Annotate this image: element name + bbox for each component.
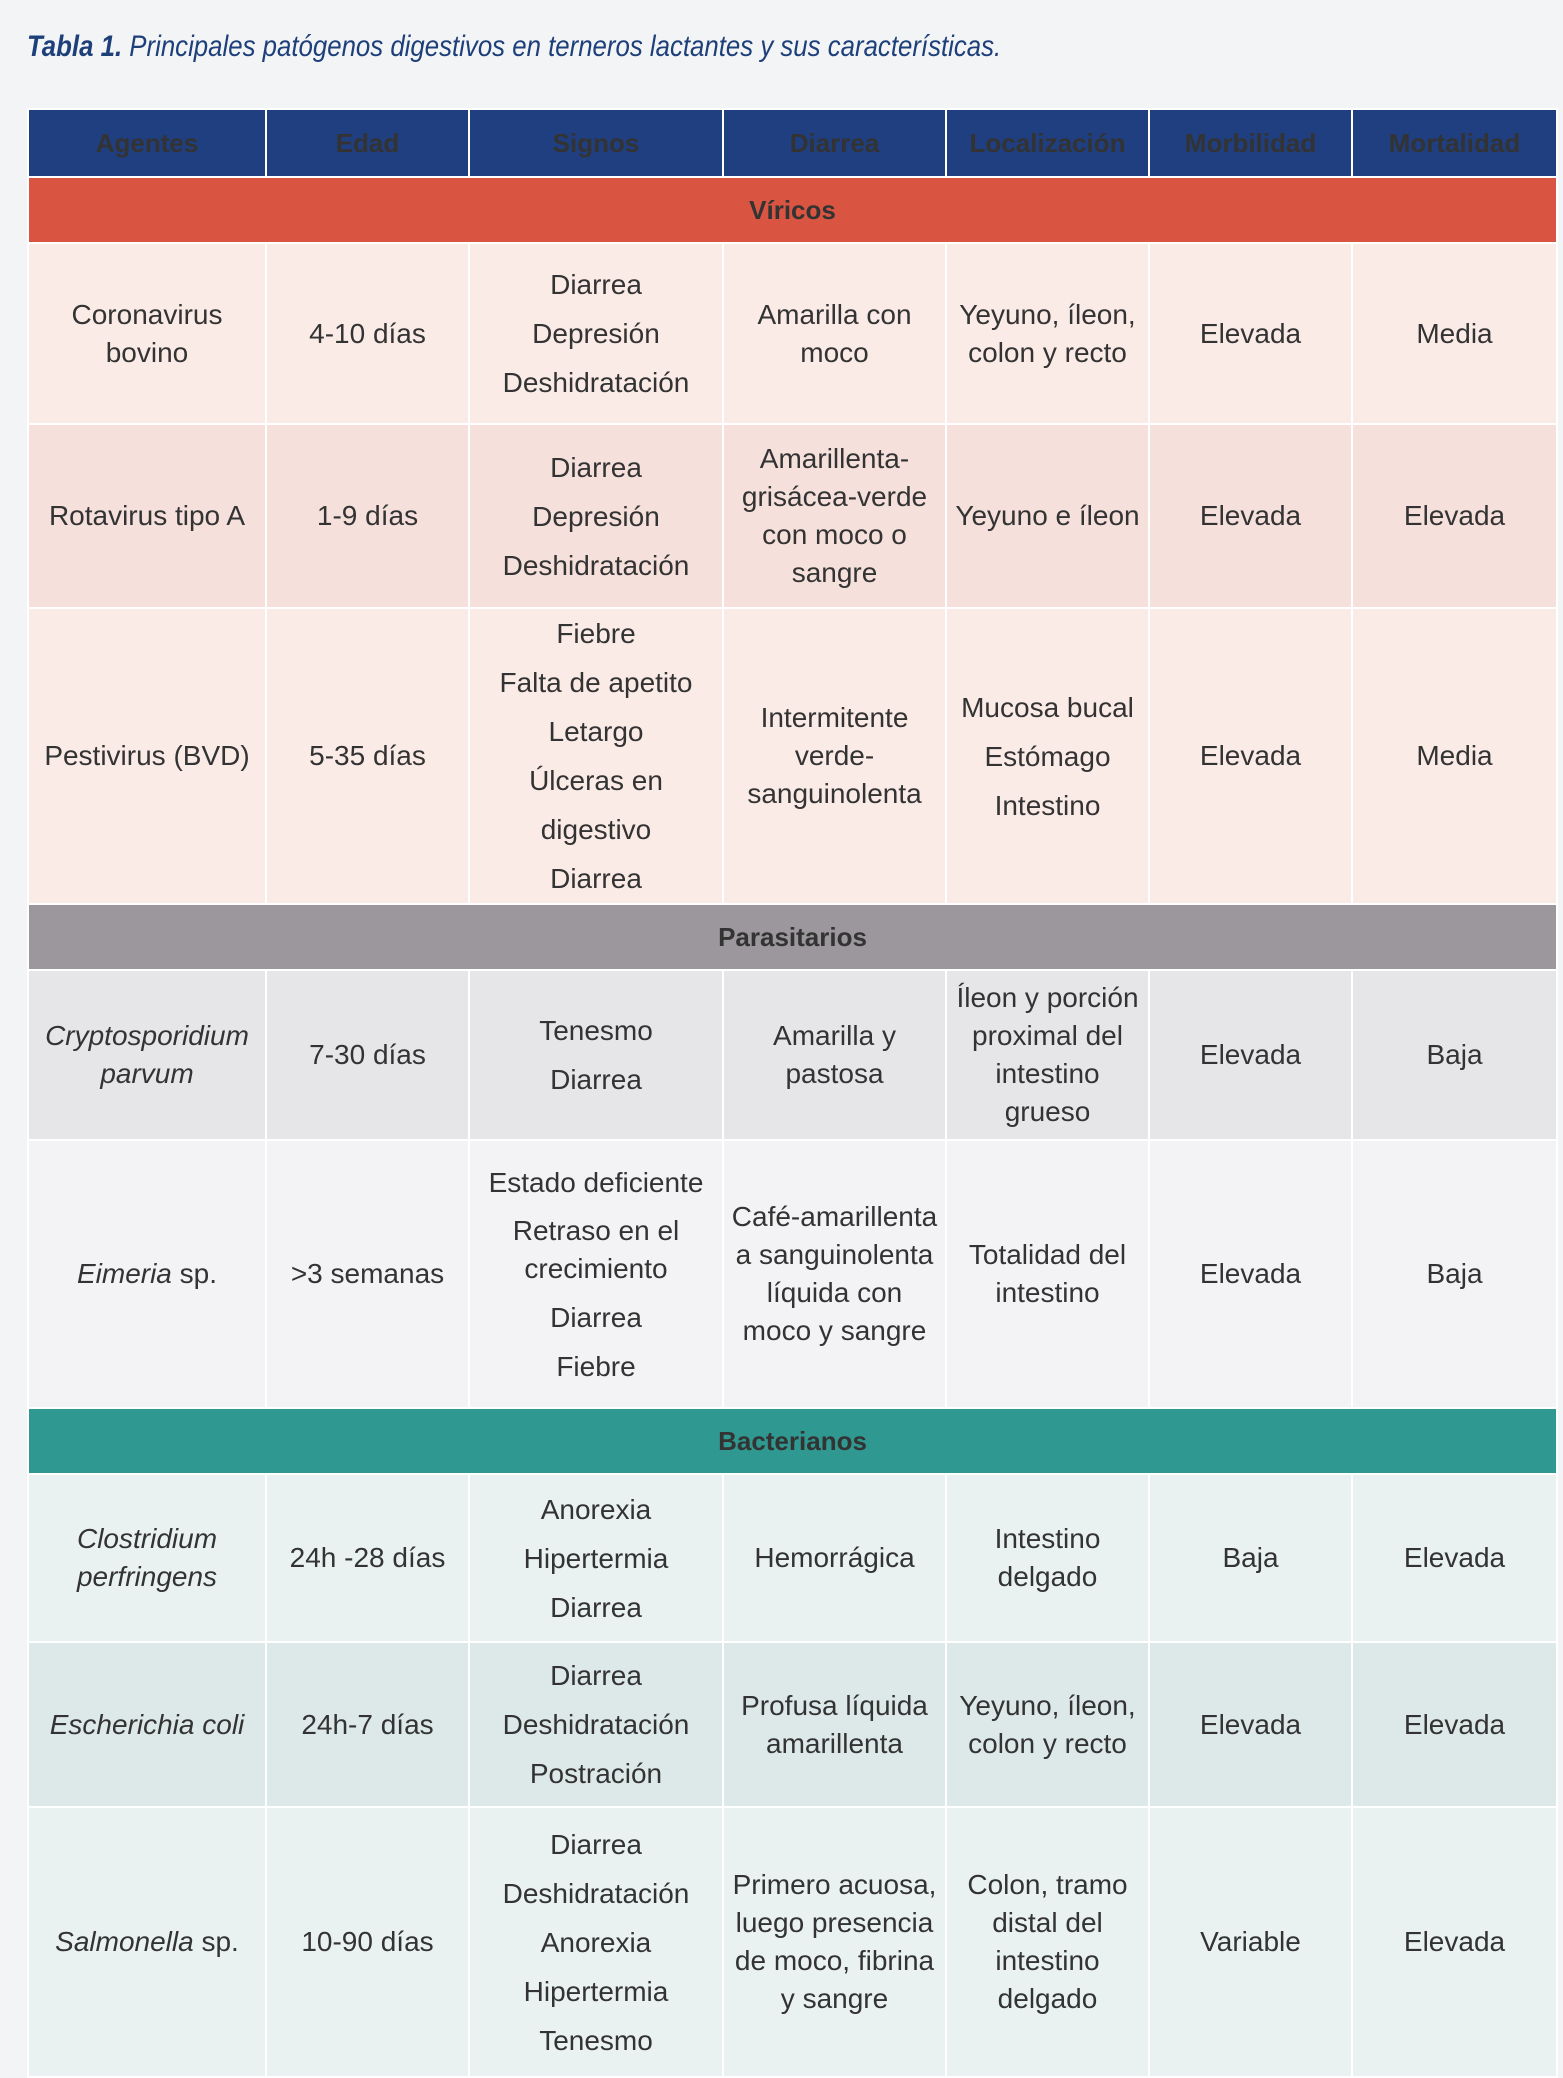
- cell-diarrea: Amarillenta-grisácea-verde con moco o sangre: [723, 424, 946, 608]
- caption-label: Tabla 1.: [27, 30, 123, 63]
- cell-localizacion: Totalidad del intestino: [946, 1140, 1149, 1408]
- cell-localizacion: Yeyuno, íleon, colon y recto: [946, 1642, 1149, 1807]
- sign-line: Postración: [529, 1758, 663, 1789]
- header-agentes: Agentes: [28, 109, 266, 177]
- cell-agent: [28, 608, 266, 904]
- table-row: [28, 1140, 1557, 1408]
- cell-localizacion: Intestino delgado: [946, 1474, 1149, 1642]
- sign-line: Hipertermia: [523, 1542, 669, 1574]
- header-mortalidad: Mortalidad: [1352, 109, 1557, 177]
- cell-signos: [469, 243, 723, 424]
- header-diarrea: Diarrea: [723, 109, 946, 177]
- header-edad: Edad: [266, 109, 469, 177]
- sign-line: Tenesmo: [539, 1015, 653, 1046]
- sign-line: Anorexia: [540, 1926, 652, 1958]
- sign-line: Deshidratación: [502, 549, 690, 581]
- cell-edad: 10-90 días: [266, 1807, 469, 2077]
- cell-agent: [28, 1642, 266, 1807]
- cell-signos: [469, 1140, 723, 1408]
- cell-mortalidad: Elevada: [1352, 424, 1557, 608]
- section-title: Bacterianos: [28, 1408, 1557, 1474]
- header-localizacion: Localización: [946, 109, 1149, 177]
- cell-mortalidad: Baja: [1352, 970, 1557, 1140]
- sign-line: Depresión: [532, 318, 660, 349]
- cell-signos: [469, 1474, 723, 1642]
- sign-line: Diarrea: [550, 1591, 642, 1623]
- cell-edad: 5-35 días: [266, 608, 469, 904]
- cell-diarrea: Profusa líquida amarillenta: [723, 1642, 946, 1807]
- sign-line: Diarrea: [550, 269, 642, 300]
- sign-line: Diarrea: [550, 1828, 642, 1860]
- cell-morbilidad: Elevada: [1149, 608, 1352, 904]
- cell-agent: [28, 424, 266, 608]
- cell-mortalidad: Baja: [1352, 1140, 1557, 1408]
- cell-signos: [469, 424, 723, 608]
- cell-diarrea: Intermitente verde-sanguinolenta: [723, 608, 946, 904]
- agent-italic: Clostridium perfringens: [76, 1523, 218, 1592]
- cell-localizacion: Yeyuno, íleon, colon y recto: [946, 243, 1149, 424]
- cell-morbilidad: Elevada: [1149, 424, 1352, 608]
- cell-agent: [28, 1807, 266, 2077]
- sign-line: Diarrea: [550, 1660, 642, 1691]
- sign-line: Diarrea: [550, 863, 642, 894]
- agent-plain: Pestivirus (BVD): [44, 740, 250, 771]
- header-signos: Signos: [469, 109, 723, 177]
- cell-mortalidad: Elevada: [1352, 1642, 1557, 1807]
- sign-line: Anorexia: [540, 1493, 652, 1525]
- cell-signos: [469, 608, 723, 904]
- cell-localizacion: Colon, tramo distal del intestino delgado: [946, 1807, 1149, 2077]
- table-row: [28, 424, 1557, 608]
- cell-mortalidad: Media: [1352, 608, 1557, 904]
- cell-edad: 4-10 días: [266, 243, 469, 424]
- header-morbilidad: Morbilidad: [1149, 109, 1352, 177]
- section-bacterianos: [28, 1408, 1557, 1474]
- agent-plain: Coronavirus bovino: [71, 298, 223, 368]
- sign-line: Úlceras en digestivo: [529, 765, 663, 845]
- cell-morbilidad: Elevada: [1149, 1642, 1352, 1807]
- cell-mortalidad: Media: [1352, 243, 1557, 424]
- section-parasitarios: [28, 904, 1557, 970]
- cell-edad: 24h-7 días: [266, 1642, 469, 1807]
- sign-line: Deshidratación: [502, 1709, 690, 1740]
- sign-line: Deshidratación: [502, 1877, 690, 1909]
- cell-agent: [28, 1474, 266, 1642]
- cell-localizacion: Mucosa bucal Estómago Intestino: [946, 608, 1149, 904]
- table-row: [28, 1474, 1557, 1642]
- table-row: [28, 608, 1557, 904]
- agent-plain: Rotavirus tipo A: [48, 500, 246, 531]
- cell-diarrea: Café-amarillenta a sanguinolenta líquida con moco y sangre: [723, 1140, 946, 1408]
- sign-line: Fiebre: [556, 1350, 636, 1382]
- table-row: [28, 243, 1557, 424]
- table-row: [28, 970, 1557, 1140]
- cell-agent: [28, 243, 266, 424]
- cell-edad: >3 semanas: [266, 1140, 469, 1408]
- cell-morbilidad: Baja: [1149, 1474, 1352, 1642]
- cell-mortalidad: Elevada: [1352, 1807, 1557, 2077]
- cell-localizacion: Yeyuno e íleon: [946, 424, 1149, 608]
- cell-diarrea: Amarilla y pastosa: [723, 970, 946, 1140]
- cell-signos: [469, 1642, 723, 1807]
- sign-line: Hipertermia: [523, 1975, 669, 2007]
- sign-line: Fiebre: [556, 618, 636, 649]
- table-caption: [27, 30, 1001, 64]
- cell-edad: 24h -28 días: [266, 1474, 469, 1642]
- cell-diarrea: Hemorrágica: [723, 1474, 946, 1642]
- header-row: [28, 109, 1557, 177]
- pathogen-table: [27, 108, 1558, 2078]
- cell-localizacion: Íleon y porción proximal del intestino grueso: [946, 970, 1149, 1140]
- sign-line: Estado deficiente: [488, 1166, 704, 1198]
- sign-line: Depresión: [532, 500, 660, 532]
- caption-text: Principales patógenos digestivos en terneros lactantes y sus características.: [129, 30, 1002, 63]
- cell-morbilidad: Elevada: [1149, 1140, 1352, 1408]
- cell-morbilidad: Variable: [1149, 1807, 1352, 2077]
- section-title: Víricos: [28, 177, 1557, 243]
- table-row: [28, 1807, 1557, 2077]
- agent-italic: Escherichia coli: [49, 1708, 245, 1740]
- sign-line: Deshidratación: [502, 367, 690, 398]
- cell-agent: [28, 1140, 266, 1408]
- section-title: Parasitarios: [28, 904, 1557, 970]
- sign-line: Diarrea: [550, 1301, 642, 1333]
- cell-diarrea: Primero acuosa, luego presencia de moco, fibrina y sangre: [723, 1807, 946, 2077]
- cell-signos: [469, 1807, 723, 2077]
- agent-italic: Eimeria: [76, 1258, 172, 1289]
- cell-mortalidad: Elevada: [1352, 1474, 1557, 1642]
- cell-signos: [469, 970, 723, 1140]
- sign-line: Tenesmo: [539, 2024, 653, 2056]
- sign-line: Falta de apetito: [499, 667, 693, 698]
- agent-italic: Cryptosporidium parvum: [45, 1020, 249, 1089]
- sign-line: Letargo: [548, 716, 644, 747]
- agent-plain: sp.: [193, 1926, 239, 1957]
- cell-edad: 1-9 días: [266, 424, 469, 608]
- section-viricos: [28, 177, 1557, 243]
- cell-edad: 7-30 días: [266, 970, 469, 1140]
- cell-agent: [28, 970, 266, 1140]
- agent-plain: sp.: [171, 1258, 218, 1289]
- cell-morbilidad: Elevada: [1149, 970, 1352, 1140]
- sign-line: Diarrea: [550, 1064, 642, 1095]
- sign-line: Retraso en el crecimiento: [512, 1214, 680, 1284]
- agent-italic: Salmonella: [55, 1926, 194, 1957]
- table-row: [28, 1642, 1557, 1807]
- cell-morbilidad: Elevada: [1149, 243, 1352, 424]
- cell-diarrea: Amarilla con moco: [723, 243, 946, 424]
- sign-line: Diarrea: [550, 451, 642, 483]
